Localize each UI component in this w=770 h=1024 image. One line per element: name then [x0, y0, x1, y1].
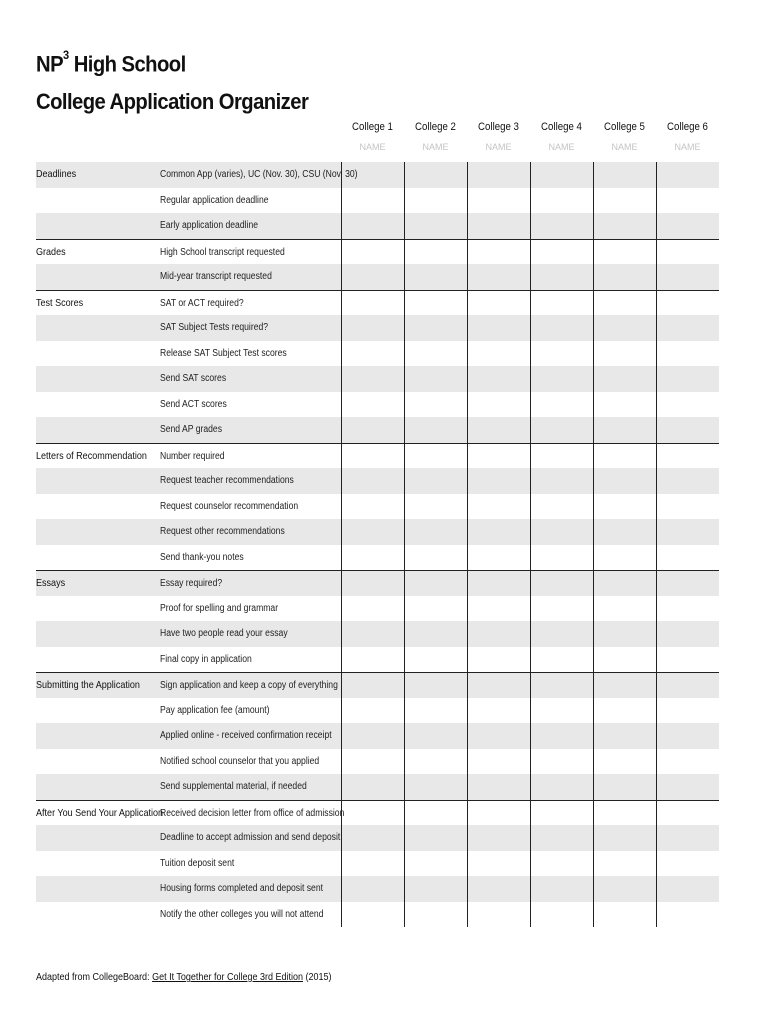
task-label: Request other recommendations: [160, 526, 285, 537]
task-label: Send supplemental material, if needed: [160, 781, 307, 792]
task-label: SAT or ACT required?: [160, 297, 244, 309]
section-label: Test Scores: [36, 296, 84, 309]
college-name-placeholder[interactable]: NAME: [674, 142, 701, 152]
table-row: [36, 825, 719, 851]
table-row: [36, 647, 719, 673]
table-row: [36, 341, 719, 367]
task-label: Send ACT scores: [160, 398, 227, 410]
table-row: [36, 494, 719, 520]
task-label: Regular application deadline: [160, 194, 269, 206]
college-label: College 2: [415, 121, 456, 133]
task-label: SAT Subject Tests required?: [160, 322, 269, 333]
table-row: [36, 468, 719, 494]
task-label: Send SAT scores: [160, 373, 227, 384]
table-row: [36, 417, 719, 443]
table-row: [36, 596, 719, 622]
section-label: Deadlines: [36, 168, 77, 180]
section-label: Grades: [36, 245, 66, 258]
college-label: College 1: [352, 121, 393, 133]
task-label: Final copy in application: [160, 653, 252, 665]
task-label: Request teacher recommendations: [160, 475, 294, 486]
college-name-placeholder[interactable]: NAME: [359, 142, 386, 152]
section-label: Essays: [36, 577, 66, 589]
task-label: Tuition deposit sent: [160, 857, 235, 869]
organizer-title: College Application Organizer: [36, 89, 309, 115]
table-row: [36, 213, 719, 239]
task-label: Number required: [160, 450, 225, 462]
college-label: College 4: [541, 121, 582, 133]
task-label: Send AP grades: [160, 424, 223, 435]
table-row: [36, 392, 719, 418]
table-row: [36, 188, 719, 214]
college-column-headers: [341, 116, 719, 162]
table-row: [36, 698, 719, 724]
section-label: After You Send Your Application: [36, 806, 164, 819]
task-label: Send thank-you notes: [160, 551, 244, 563]
source-note: Adapted from CollegeBoard: Get It Together for College 3rd Edition (2015): [36, 972, 332, 983]
task-label: Common App (varies), UC (Nov. 30), CSU (Nov. 30): [160, 169, 358, 180]
task-label: High School transcript requested: [160, 246, 285, 258]
task-label: Notified school counselor that you applied: [160, 755, 320, 767]
table-row: [36, 162, 719, 188]
college-label: College 6: [667, 121, 708, 133]
task-label: Received decision letter from office of admission: [160, 807, 345, 819]
table-row: [36, 570, 719, 596]
table-row: [36, 749, 719, 775]
table-row: [36, 851, 719, 877]
document-title: [36, 40, 332, 121]
table-row: [36, 239, 719, 265]
table-row: [36, 774, 719, 800]
table-row: [36, 800, 719, 826]
table-row: [36, 876, 719, 902]
college-column-header: [656, 116, 719, 156]
table-row: [36, 519, 719, 545]
task-label: Release SAT Subject Test scores: [160, 347, 287, 359]
task-label: Deadline to accept admission and send deposit: [160, 832, 341, 843]
table-row: [36, 264, 719, 290]
college-column-header: [404, 116, 467, 156]
college-column-header: [467, 116, 530, 156]
table-row: [36, 723, 719, 749]
college-name-placeholder[interactable]: NAME: [485, 142, 512, 152]
section-label: Letters of Recommendation: [36, 449, 147, 462]
table-row: [36, 290, 719, 316]
college-name-placeholder[interactable]: NAME: [422, 142, 449, 152]
college-column-header: [341, 116, 404, 156]
table-row: [36, 315, 719, 341]
task-label: Request counselor recommendation: [160, 500, 299, 512]
table-row: [36, 366, 719, 392]
task-label: Proof for spelling and grammar: [160, 602, 279, 614]
task-label: Essay required?: [160, 578, 223, 589]
table-row: [36, 443, 719, 469]
college-name-placeholder[interactable]: NAME: [548, 142, 575, 152]
table-row: [36, 545, 719, 571]
college-label: College 3: [478, 121, 519, 133]
school-name: $NP^3$ High School: [36, 48, 186, 77]
section-label: Submitting the Application: [36, 679, 140, 691]
task-label: Early application deadline: [160, 220, 259, 231]
task-label: Pay application fee (amount): [160, 704, 270, 716]
task-label: Have two people read your essay: [160, 628, 288, 639]
table-row: [36, 672, 719, 698]
task-label: Sign application and keep a copy of everything: [160, 680, 338, 691]
organizer-table: [36, 162, 719, 927]
task-label: Notify the other colleges you will not attend: [160, 908, 324, 920]
table-row: [36, 902, 719, 928]
task-label: Applied online - received confirmation receipt: [160, 730, 332, 741]
college-label: College 5: [604, 121, 645, 133]
task-label: Housing forms completed and deposit sent: [160, 883, 324, 894]
task-label: Mid-year transcript requested: [160, 271, 272, 282]
college-column-header: [593, 116, 656, 156]
college-column-header: [530, 116, 593, 156]
table-row: [36, 621, 719, 647]
college-name-placeholder[interactable]: NAME: [611, 142, 638, 152]
